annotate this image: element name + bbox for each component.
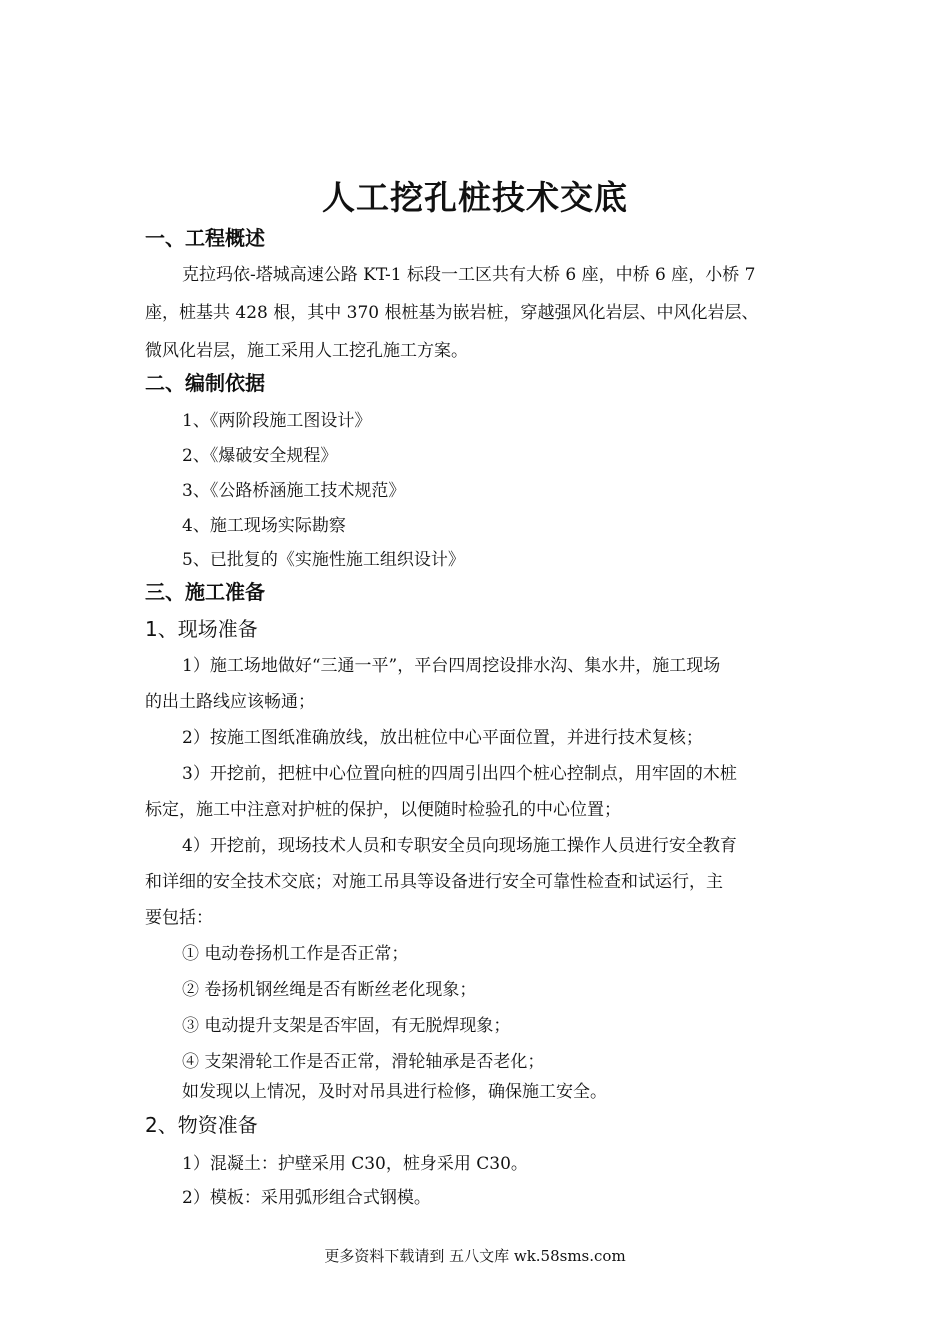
paragraph-line: 的出土路线应该畅通； [145, 692, 315, 712]
list-item: 1、《两阶段施工图设计》 [182, 411, 372, 431]
section-heading-preparation: 三、施工准备 [145, 580, 265, 604]
paragraph-line: 2）按施工图纸准确放线，放出桩位中心平面位置，并进行技术复核； [182, 728, 703, 748]
paragraph-line: 要包括： [145, 908, 213, 928]
list-item: 2、《爆破安全规程》 [182, 446, 338, 466]
list-item: 5、已批复的《实施性施工组织设计》 [182, 550, 465, 570]
paragraph-line: 如发现以上情况，及时对吊具进行检修，确保施工安全。 [182, 1082, 607, 1102]
section-heading-basis: 二、编制依据 [145, 371, 265, 395]
subsection-heading-materials: 2、物资准备 [145, 1113, 258, 1137]
footer-note: 更多资料下载请到 五八文库 wk.58sms.com [324, 1247, 626, 1265]
section-heading-overview: 一、工程概述 [145, 226, 265, 250]
paragraph-line: 克拉玛依-塔城高速公路 KT-1 标段一工区共有大桥 6 座，中桥 6 座，小桥 7 [182, 265, 756, 285]
paragraph-line: 座，桩基共 428 根，其中 370 根桩基为嵌岩桩，穿越强风化岩层、中风化岩层、 [145, 303, 759, 323]
list-item: 4、施工现场实际勘察 [182, 516, 346, 536]
paragraph-line: 标定，施工中注意对护桩的保护，以便随时检验孔的中心位置； [145, 800, 621, 820]
document-title: 人工挖孔桩技术交底 [322, 178, 628, 217]
check-item: ② 卷扬机钢丝绳是否有断丝老化现象； [182, 980, 477, 1000]
paragraph-line: 1）混凝土：护壁采用 C30，桩身采用 C30。 [182, 1154, 528, 1174]
list-item: 3、《公路桥涵施工技术规范》 [182, 481, 406, 501]
subsection-heading-site: 1、现场准备 [145, 617, 258, 641]
check-item: ① 电动卷扬机工作是否正常； [182, 944, 409, 964]
check-item: ④ 支架滑轮工作是否正常，滑轮轴承是否老化； [182, 1052, 545, 1072]
paragraph-line: 3）开挖前，把桩中心位置向桩的四周引出四个桩心控制点，用牢固的木桩 [182, 764, 737, 784]
paragraph-line: 2）模板：采用弧形组合式钢模。 [182, 1188, 431, 1208]
paragraph-line: 1）施工场地做好“三通一平”，平台四周挖设排水沟、集水井，施工现场 [182, 656, 721, 676]
paragraph-line: 微风化岩层，施工采用人工挖孔施工方案。 [145, 341, 468, 361]
paragraph-line: 4）开挖前，现场技术人员和专职安全员向现场施工操作人员进行安全教育 [182, 836, 737, 856]
paragraph-line: 和详细的安全技术交底；对施工吊具等设备进行安全可靠性检查和试运行，主 [145, 872, 723, 892]
check-item: ③ 电动提升支架是否牢固，有无脱焊现象； [182, 1016, 511, 1036]
